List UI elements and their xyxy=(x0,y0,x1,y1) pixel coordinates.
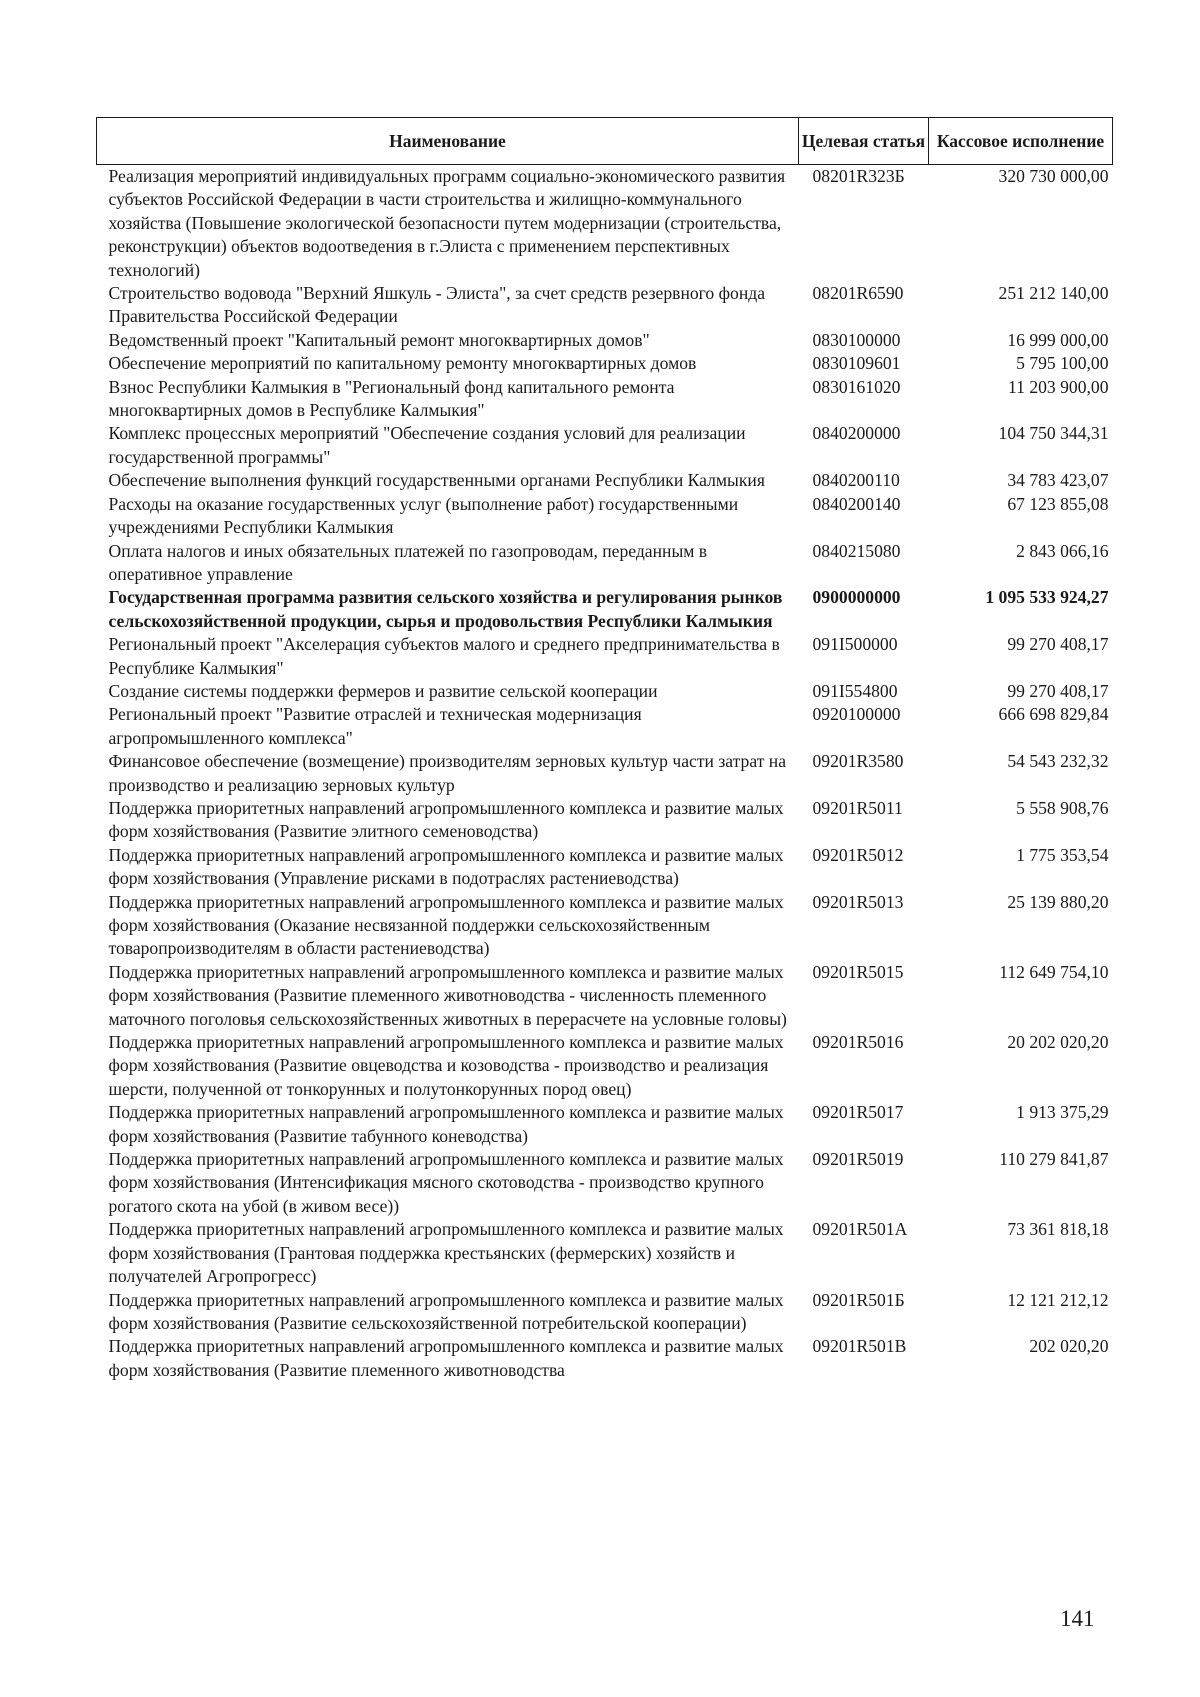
row-name: Реализация мероприятий индивидуальных программ социально-экономического развития субъектов Российской Федерации в части строительства и жилищно-коммунального хозяйства (Повышение экологической безопасности путем модернизации (строительства, реконструкции) объектов водоотведения в г.Элиста с применением перспективных технологий) xyxy=(108,166,786,280)
row-code: 09201R501Б xyxy=(812,1289,905,1310)
row-amount: 34 783 423,07 xyxy=(1007,470,1109,491)
row-name: Государственная программа развития сельского хозяйства и регулирования рынков сельскохозяйственной продукции, сырья и продовольствия Республики Калмыкия xyxy=(108,587,783,631)
row-code: 08201R323Б xyxy=(812,166,905,186)
row-name: Комплекс процессных мероприятий "Обеспечение создания условий для реализации государственной программы" xyxy=(108,423,746,467)
row-code: 0840215080 xyxy=(812,540,901,561)
table-row xyxy=(97,540,1113,587)
row-name: Строительство водовода "Верхний Яшкуль - Элиста", за счет средств резервного фонда Правительства Российской Федерации xyxy=(108,283,765,327)
row-name: Поддержка приоритетных направлений агропромышленного комплекса и развитие малых форм хозяйствования (Управление рисками в подотраслях растениеводства) xyxy=(108,844,784,889)
row-name: Региональный проект "Развитие отраслей и техническая модернизация агропромышленного комплекса" xyxy=(108,704,642,748)
row-amount: 110 279 841,87 xyxy=(999,1149,1109,1170)
row-code: 08201R6590 xyxy=(812,283,904,304)
table-row xyxy=(97,422,1113,469)
row-name: Поддержка приоритетных направлений агропромышленного комплекса и развитие малых форм хозяйствования (Развитие племенного животноводства xyxy=(108,1336,784,1380)
table-row xyxy=(97,493,1113,540)
row-code: 0840200110 xyxy=(812,470,900,491)
table-row xyxy=(97,1289,1113,1336)
row-code: 09201R5019 xyxy=(812,1149,904,1170)
row-amount: 2 843 066,16 xyxy=(1016,540,1109,561)
row-code: 09201R5011 xyxy=(812,797,903,818)
row-amount: 1 913 375,29 xyxy=(1016,1102,1109,1123)
header-amount: Кассовое исполнение xyxy=(929,118,1113,165)
row-code: 091I500000 xyxy=(812,634,898,655)
row-amount: 5 558 908,76 xyxy=(1016,797,1109,818)
header-code: Целевая статья xyxy=(799,118,929,165)
table-body xyxy=(97,165,1113,1383)
row-name: Поддержка приоритетных направлений агропромышленного комплекса и развитие малых форм хозяйствования (Развитие овцеводства и козоводства - производство и реализация шерсти, полученной от тонкорунных и полутонкорунных пород овец) xyxy=(108,1032,784,1099)
table-row xyxy=(97,1218,1113,1288)
row-name: Поддержка приоритетных направлений агропромышленного комплекса и развитие малых форм хозяйствования (Интенсификация мясного скотоводства - производство крупного рогатого скота на убой (в живом весе)) xyxy=(108,1149,784,1216)
row-amount: 11 203 900,00 xyxy=(1007,376,1109,397)
row-amount: 1 095 533 924,27 xyxy=(985,587,1109,608)
table-row xyxy=(97,165,1113,283)
row-code: 0840200000 xyxy=(812,423,901,444)
row-code: 091I554800 xyxy=(812,680,898,701)
table-row xyxy=(97,1148,1113,1218)
row-amount: 112 649 754,10 xyxy=(999,961,1109,982)
row-code: 0900000000 xyxy=(812,587,901,608)
table-row xyxy=(97,376,1113,423)
table-row xyxy=(97,352,1113,375)
row-code: 0840200140 xyxy=(812,493,901,514)
row-code: 0920100000 xyxy=(812,704,901,725)
row-code: 09201R5016 xyxy=(812,1032,904,1053)
row-amount: 320 730 000,00 xyxy=(998,166,1109,186)
row-code: 09201R5013 xyxy=(812,891,904,912)
row-name: Финансовое обеспечение (возмещение) производителям зерновых культур части затрат на производство и реализацию зерновых культур xyxy=(108,751,787,795)
row-name: Обеспечение выполнения функций государственными органами Республики Калмыкия xyxy=(108,470,765,491)
table-row xyxy=(97,703,1113,750)
row-amount: 251 212 140,00 xyxy=(998,283,1109,304)
row-amount: 202 020,20 xyxy=(1029,1336,1109,1357)
table-row xyxy=(97,680,1113,703)
row-amount: 666 698 829,84 xyxy=(998,704,1109,725)
row-name: Поддержка приоритетных направлений агропромышленного комплекса и развитие малых форм хозяйствования (Развитие табунного коневодства) xyxy=(108,1102,784,1146)
table-row xyxy=(97,1031,1113,1101)
table-row xyxy=(97,891,1113,961)
row-amount: 1 775 353,54 xyxy=(1016,844,1109,865)
table-row xyxy=(97,1101,1113,1148)
table-row xyxy=(97,797,1113,844)
row-amount: 73 361 818,18 xyxy=(1007,1219,1109,1240)
row-code: 0830161020 xyxy=(812,376,901,397)
row-amount: 20 202 020,20 xyxy=(1007,1032,1109,1053)
row-amount: 12 121 212,12 xyxy=(1007,1289,1109,1310)
row-code: 09201R5012 xyxy=(812,844,904,865)
row-name: Создание системы поддержки фермеров и развитие сельской кооперации xyxy=(108,680,658,701)
row-amount: 25 139 880,20 xyxy=(1007,891,1109,912)
row-name: Ведомственный проект "Капитальный ремонт многоквартирных домов" xyxy=(108,329,650,350)
table-header xyxy=(97,118,1113,165)
row-amount: 67 123 855,08 xyxy=(1007,493,1109,514)
row-amount: 5 795 100,00 xyxy=(1016,353,1109,374)
row-amount: 54 543 232,32 xyxy=(1007,751,1109,772)
row-code: 09201R501В xyxy=(812,1336,907,1357)
page-number: 141 xyxy=(1060,1606,1095,1631)
row-name: Поддержка приоритетных направлений агропромышленного комплекса и развитие малых форм хозяйствования (Развитие сельскохозяйственной потребительской кооперации) xyxy=(108,1289,784,1333)
row-name: Региональный проект "Акселерация субъектов малого и среднего предпринимательства в Республике Калмыкия" xyxy=(108,634,780,678)
table-row xyxy=(97,844,1113,891)
row-name: Поддержка приоритетных направлений агропромышленного комплекса и развитие малых форм хозяйствования (Грантовая поддержка крестьянских (фермерских) хозяйств и получателей Агропрогресс) xyxy=(108,1219,784,1287)
table-row xyxy=(97,1335,1113,1382)
row-name: Расходы на оказание государственных услуг (выполнение работ) государственными учреждениями Республики Калмыкия xyxy=(108,493,739,538)
header-name: Наименование xyxy=(97,118,799,165)
row-name: Обеспечение мероприятий по капитальному ремонту многоквартирных домов xyxy=(108,353,697,374)
row-code: 09201R501A xyxy=(812,1219,908,1240)
row-amount: 99 270 408,17 xyxy=(1007,680,1109,701)
row-code: 09201R5017 xyxy=(812,1102,904,1123)
budget-execution-table xyxy=(96,117,1113,1382)
row-name: Поддержка приоритетных направлений агропромышленного комплекса и развитие малых форм хозяйствования (Развитие племенного животноводства - численность племенного маточного поголовья сельскохозяйственных животных в перерасчете на условные головы) xyxy=(108,961,787,1029)
row-code: 0830100000 xyxy=(812,329,901,350)
row-amount: 16 999 000,00 xyxy=(1007,329,1109,350)
row-name: Взнос Республики Калмыкия в "Региональный фонд капитального ремонта многоквартирных домов в Республике Калмыкия" xyxy=(108,376,675,421)
table-row xyxy=(97,961,1113,1031)
row-amount: 99 270 408,17 xyxy=(1007,634,1109,655)
table-row xyxy=(97,469,1113,492)
row-name: Оплата налогов и иных обязательных платежей по газопроводам, переданным в оперативное управление xyxy=(108,540,708,584)
table-row xyxy=(97,750,1113,797)
table-row xyxy=(97,586,1113,633)
row-name: Поддержка приоритетных направлений агропромышленного комплекса и развитие малых форм хозяйствования (Оказание несвязанной поддержки сельскохозяйственным товаропроизводителям в области растениеводства) xyxy=(108,891,784,959)
row-code: 0830109601 xyxy=(812,353,901,374)
row-code: 09201R5015 xyxy=(812,961,904,982)
row-name: Поддержка приоритетных направлений агропромышленного комплекса и развитие малых форм хозяйствования (Развитие элитного семеноводства) xyxy=(108,797,784,842)
row-code: 09201R3580 xyxy=(812,751,904,772)
table-row xyxy=(97,282,1113,329)
table-row xyxy=(97,633,1113,680)
row-amount: 104 750 344,31 xyxy=(998,423,1109,444)
table-row xyxy=(97,329,1113,352)
